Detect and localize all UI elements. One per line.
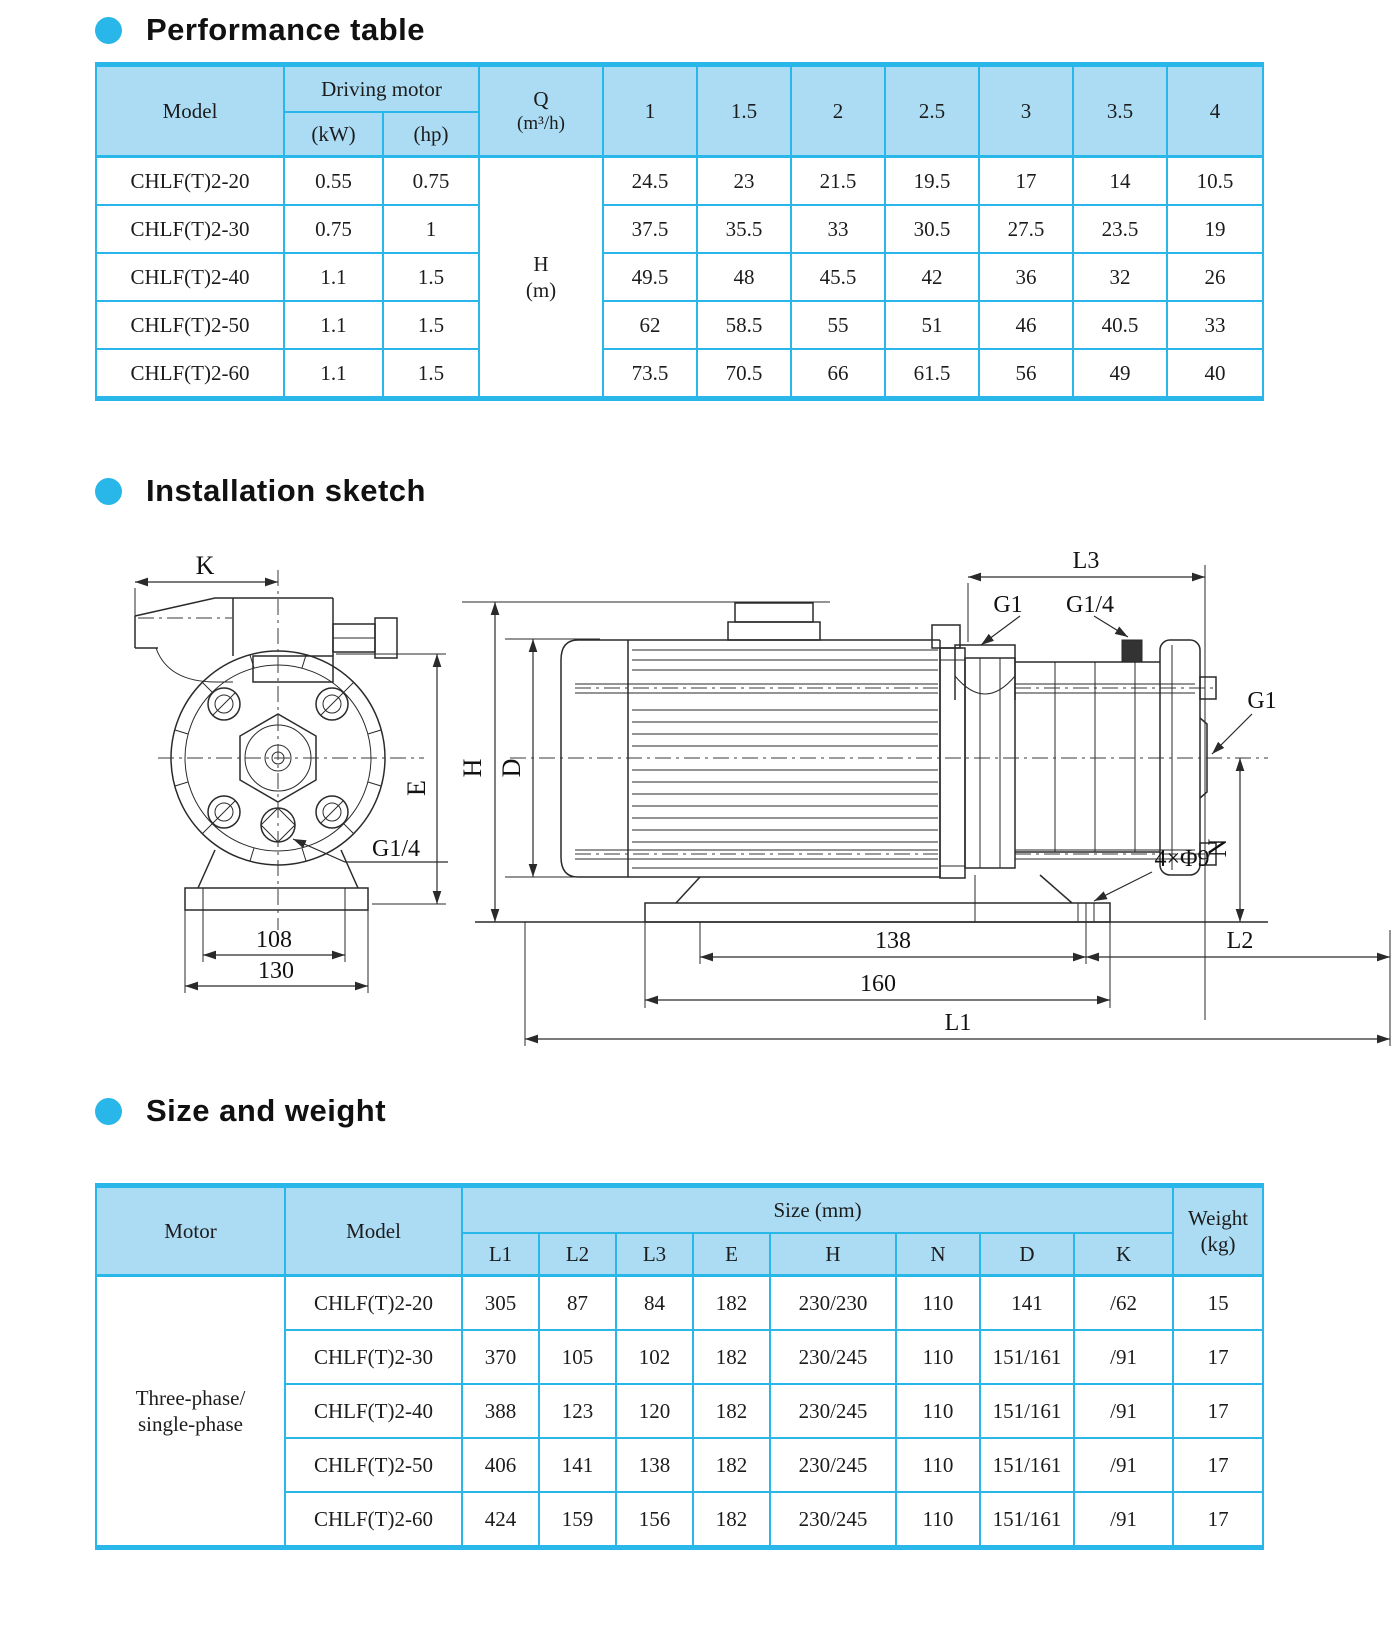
bullet-dot-icon [95, 17, 122, 44]
dim-cell: 110 [896, 1276, 980, 1331]
head-cell: 49 [1073, 349, 1167, 399]
terminal-box [735, 603, 813, 622]
hp-cell: 0.75 [383, 157, 479, 206]
kw-cell: 1.1 [284, 349, 383, 399]
installation-drawing [0, 530, 1400, 1060]
dim-cell: /91 [1074, 1492, 1173, 1548]
head-cell: 23 [697, 157, 791, 206]
dim-cell: 151/161 [980, 1330, 1074, 1384]
dim-cell: 230/245 [770, 1492, 896, 1548]
dim-cell: 230/230 [770, 1276, 896, 1331]
installation-section-title [95, 473, 426, 509]
dim-cell: 156 [616, 1492, 693, 1548]
model-cell: CHLF(T)2-60 [96, 349, 284, 399]
dim-cell: 159 [539, 1492, 616, 1548]
bullet-dot-icon [95, 1098, 122, 1125]
dim-label-138: 138 [875, 928, 911, 954]
dim-cell: 120 [616, 1384, 693, 1438]
table-row [96, 157, 1263, 206]
weight-label: Weight [1187, 1205, 1249, 1230]
dim-cell: 182 [693, 1492, 770, 1548]
model-cell: CHLF(T)2-50 [285, 1438, 462, 1492]
head-cell: 56 [979, 349, 1073, 399]
col-header-l1: L1 [462, 1233, 539, 1276]
head-cell: 37.5 [603, 205, 697, 253]
dim-label-e: E [402, 780, 431, 796]
dim-label-108: 108 [256, 927, 292, 953]
head-cell: 33 [791, 205, 885, 253]
col-header-model: Model [96, 65, 284, 157]
head-cell: 73.5 [603, 349, 697, 399]
dim-cell: 182 [693, 1330, 770, 1384]
col-header-motor: Motor [96, 1186, 285, 1276]
head-cell: 55 [791, 301, 885, 349]
head-cell: 49.5 [603, 253, 697, 301]
dim-label-160: 160 [860, 971, 896, 997]
dim-cell: 141 [539, 1438, 616, 1492]
col-header-l3: L3 [616, 1233, 693, 1276]
size-weight-table [95, 1183, 1264, 1550]
head-cell: 10.5 [1167, 157, 1263, 206]
head-cell: 33 [1167, 301, 1263, 349]
head-cell: 27.5 [979, 205, 1073, 253]
dim-cell: 151/161 [980, 1384, 1074, 1438]
head-cell: 46 [979, 301, 1073, 349]
size-weight-section-title [95, 1093, 386, 1129]
label-g14-top: G1/4 [1066, 592, 1114, 618]
motor-type-line2: single-phase [138, 1412, 243, 1436]
col-header-flow-2_5: 2.5 [885, 65, 979, 157]
model-cell: CHLF(T)2-50 [96, 301, 284, 349]
kw-cell: 1.1 [284, 301, 383, 349]
model-cell: CHLF(T)2-20 [285, 1276, 462, 1331]
head-cell: 21.5 [791, 157, 885, 206]
head-cell: 24.5 [603, 157, 697, 206]
hp-cell: 1.5 [383, 253, 479, 301]
head-cell: 62 [603, 301, 697, 349]
kw-cell: 1.1 [284, 253, 383, 301]
col-header-hp: (hp) [383, 112, 479, 157]
kw-cell: 0.55 [284, 157, 383, 206]
head-cell: 26 [1167, 253, 1263, 301]
col-header-n: N [896, 1233, 980, 1276]
dim-cell: 123 [539, 1384, 616, 1438]
col-header-flow-3_5: 3.5 [1073, 65, 1167, 157]
model-cell: CHLF(T)2-40 [285, 1384, 462, 1438]
col-header-flow-1_5: 1.5 [697, 65, 791, 157]
dim-cell: /62 [1074, 1276, 1173, 1331]
label-g1-right: G1 [1247, 688, 1277, 714]
col-header-driving-motor: Driving motor [284, 65, 479, 113]
head-cell: 42 [885, 253, 979, 301]
col-header-size: Size (mm) [462, 1186, 1173, 1234]
hp-cell: 1.5 [383, 349, 479, 399]
hp-cell: 1 [383, 205, 479, 253]
dim-cell: /91 [1074, 1384, 1173, 1438]
dim-label-130: 130 [258, 958, 294, 984]
head-unit-cell [479, 157, 603, 399]
col-header-d: D [980, 1233, 1074, 1276]
dim-cell: 182 [693, 1276, 770, 1331]
dim-cell: 105 [539, 1330, 616, 1384]
dim-label-l3: L3 [1072, 548, 1100, 574]
fill-plug-icon [1122, 640, 1142, 662]
weight-cell: 17 [1173, 1438, 1263, 1492]
pump-front-view [135, 551, 448, 993]
head-cell: 70.5 [697, 349, 791, 399]
col-header-flow-2: 2 [791, 65, 885, 157]
col-header-flow-3: 3 [979, 65, 1073, 157]
dim-cell: 110 [896, 1330, 980, 1384]
dim-cell: 110 [896, 1492, 980, 1548]
q-symbol: Q [533, 87, 549, 111]
dim-cell: 141 [980, 1276, 1074, 1331]
motor-group-cell [96, 1276, 285, 1548]
dim-cell: 84 [616, 1276, 693, 1331]
label-g1-top: G1 [993, 592, 1023, 618]
dim-cell: 370 [462, 1330, 539, 1384]
head-cell: 45.5 [791, 253, 885, 301]
col-header-k: K [1074, 1233, 1173, 1276]
q-unit: (m³/h) [517, 113, 565, 135]
dim-cell: 305 [462, 1276, 539, 1331]
table-row [96, 349, 1263, 399]
col-header-e: E [693, 1233, 770, 1276]
dim-label-n: N [1203, 838, 1232, 858]
dim-cell: 424 [462, 1492, 539, 1548]
h-unit: (m) [525, 278, 557, 302]
dim-cell: 182 [693, 1384, 770, 1438]
section-title-text: Performance table [146, 12, 425, 47]
model-cell: CHLF(T)2-40 [96, 253, 284, 301]
head-cell: 35.5 [697, 205, 791, 253]
motor-type-line1: Three-phase/ [135, 1385, 246, 1410]
dim-cell: 406 [462, 1438, 539, 1492]
pump-side-view [458, 548, 1390, 1046]
dim-cell: 87 [539, 1276, 616, 1331]
head-cell: 61.5 [885, 349, 979, 399]
dim-label-k: K [195, 551, 215, 580]
col-header-h: H [770, 1233, 896, 1276]
dim-cell: 230/245 [770, 1438, 896, 1492]
section-title-text: Size and weight [146, 1093, 387, 1128]
table-row [96, 253, 1263, 301]
head-cell: 32 [1073, 253, 1167, 301]
h-symbol: H [533, 251, 549, 276]
suction-port [955, 645, 1015, 700]
hp-cell: 1.5 [383, 301, 479, 349]
weight-cell: 17 [1173, 1330, 1263, 1384]
weight-cell: 17 [1173, 1384, 1263, 1438]
table-row [96, 301, 1263, 349]
weight-cell: 15 [1173, 1276, 1263, 1331]
dim-label-h: H [458, 758, 487, 778]
dim-label-d: D [497, 758, 526, 778]
head-cell: 48 [697, 253, 791, 301]
dim-cell: 151/161 [980, 1492, 1074, 1548]
performance-table [95, 62, 1264, 401]
model-cell: CHLF(T)2-30 [96, 205, 284, 253]
head-cell: 66 [791, 349, 885, 399]
label-holes: 4×Φ9 [1154, 846, 1210, 872]
head-cell: 40.5 [1073, 301, 1167, 349]
bullet-dot-icon [95, 478, 122, 505]
head-cell: 14 [1073, 157, 1167, 206]
head-cell: 23.5 [1073, 205, 1167, 253]
col-header-flow-1: 1 [603, 65, 697, 157]
head-cell: 19 [1167, 205, 1263, 253]
dim-label-l2: L2 [1226, 928, 1254, 954]
weight-cell: 17 [1173, 1492, 1263, 1548]
col-header-weight [1173, 1186, 1263, 1276]
dim-cell: 182 [693, 1438, 770, 1492]
dim-cell: /91 [1074, 1330, 1173, 1384]
weight-unit: (kg) [1200, 1232, 1236, 1256]
head-cell: 40 [1167, 349, 1263, 399]
performance-section-title [95, 12, 425, 48]
dim-cell: 110 [896, 1438, 980, 1492]
dim-cell: 151/161 [980, 1438, 1074, 1492]
section-title-text: Installation sketch [146, 473, 426, 508]
head-cell: 19.5 [885, 157, 979, 206]
head-cell: 58.5 [697, 301, 791, 349]
col-header-q [479, 65, 603, 157]
col-header-kw: (kW) [284, 112, 383, 157]
head-cell: 36 [979, 253, 1073, 301]
dim-cell: /91 [1074, 1438, 1173, 1492]
dim-cell: 138 [616, 1438, 693, 1492]
label-g14-front: G1/4 [372, 836, 420, 862]
kw-cell: 0.75 [284, 205, 383, 253]
table-row [96, 205, 1263, 253]
discharge-port [1200, 718, 1207, 798]
motor-fins [632, 650, 938, 868]
table-row [96, 1276, 1263, 1331]
dim-cell: 110 [896, 1384, 980, 1438]
dim-cell: 388 [462, 1384, 539, 1438]
model-cell: CHLF(T)2-30 [285, 1330, 462, 1384]
col-header-flow-4: 4 [1167, 65, 1263, 157]
head-cell: 17 [979, 157, 1073, 206]
head-cell: 30.5 [885, 205, 979, 253]
head-cell: 51 [885, 301, 979, 349]
dim-cell: 102 [616, 1330, 693, 1384]
dim-cell: 230/245 [770, 1330, 896, 1384]
col-header-l2: L2 [539, 1233, 616, 1276]
col-header-model: Model [285, 1186, 462, 1276]
model-cell: CHLF(T)2-20 [96, 157, 284, 206]
dim-cell: 230/245 [770, 1384, 896, 1438]
model-cell: CHLF(T)2-60 [285, 1492, 462, 1548]
dim-label-l1: L1 [944, 1010, 972, 1036]
